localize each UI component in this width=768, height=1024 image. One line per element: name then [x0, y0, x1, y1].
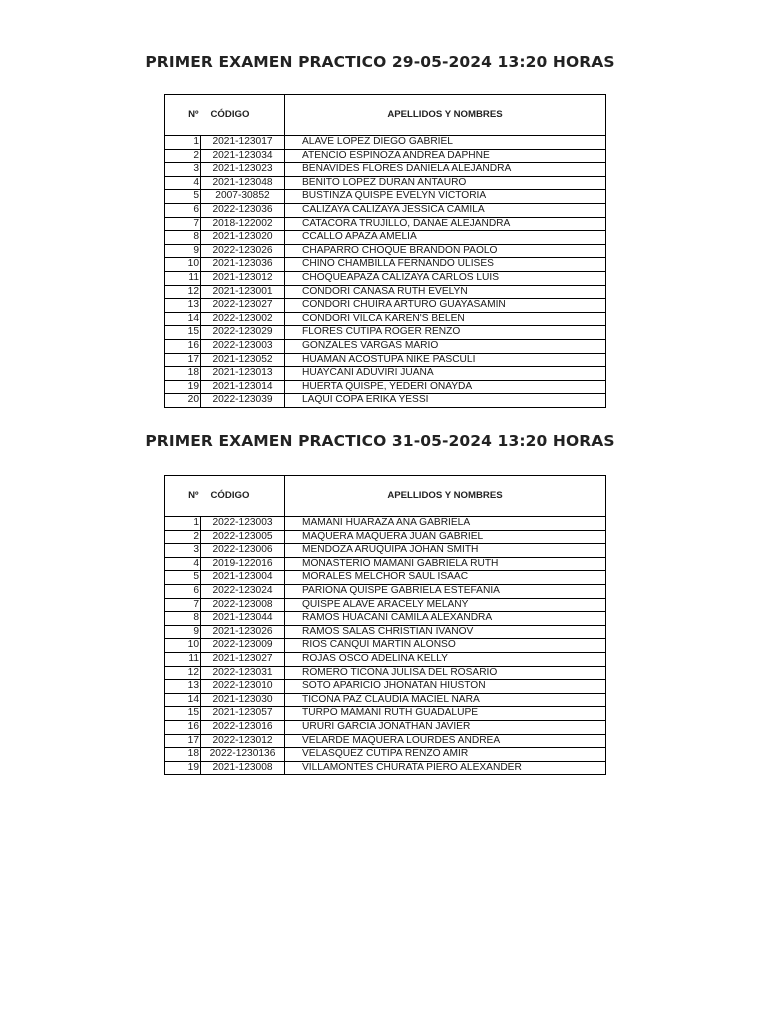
row-number: 2	[165, 530, 201, 544]
header-name: APELLIDOS Y NOMBRES	[285, 95, 606, 136]
table-row	[165, 312, 606, 326]
row-number: 14	[165, 312, 201, 326]
row-number: 18	[165, 367, 201, 381]
table-row	[165, 176, 606, 190]
student-code: 2022-123002	[201, 312, 285, 326]
student-name: ROMERO TICONA JULISA DEL ROSARIO	[285, 666, 606, 680]
student-code: 2007-30852	[201, 190, 285, 204]
row-number: 7	[165, 217, 201, 231]
header-number: Nº	[165, 95, 201, 136]
student-name: MORALES MELCHOR SAUL ISAAC	[285, 571, 606, 585]
student-code: 2021-123012	[201, 271, 285, 285]
student-code: 2022-123024	[201, 584, 285, 598]
student-roster-table	[164, 94, 606, 408]
row-number: 1	[165, 136, 201, 150]
student-name: CCALLO APAZA AMELIA	[285, 231, 606, 245]
student-name: CALIZAYA CALIZAYA JESSICA CAMILA	[285, 203, 606, 217]
table-row	[165, 299, 606, 313]
row-number: 12	[165, 285, 201, 299]
row-number: 18	[165, 748, 201, 762]
student-name: CHINO CHAMBILLA FERNANDO ULISES	[285, 258, 606, 272]
student-name: ALAVE LOPEZ DIEGO GABRIEL	[285, 136, 606, 150]
row-number: 8	[165, 612, 201, 626]
student-name: RAMOS SALAS CHRISTIAN IVANOV	[285, 625, 606, 639]
student-code: 2021-123014	[201, 380, 285, 394]
table-row	[165, 163, 606, 177]
student-roster-table	[164, 475, 606, 775]
table-row	[165, 652, 606, 666]
section-title: PRIMER EXAMEN PRACTICO 29-05-2024 13:20 HORAS	[145, 53, 615, 71]
table-row	[165, 517, 606, 531]
table-row	[165, 707, 606, 721]
row-number: 16	[165, 720, 201, 734]
table-row	[165, 394, 606, 408]
student-code: 2022-123031	[201, 666, 285, 680]
row-number: 15	[165, 707, 201, 721]
student-code: 2021-123027	[201, 652, 285, 666]
student-code: 2021-123048	[201, 176, 285, 190]
row-number: 1	[165, 517, 201, 531]
header-name: APELLIDOS Y NOMBRES	[285, 476, 606, 517]
row-number: 20	[165, 394, 201, 408]
table-header-row	[165, 476, 606, 517]
student-code: 2021-123057	[201, 707, 285, 721]
row-number: 13	[165, 299, 201, 313]
table-row	[165, 720, 606, 734]
student-name: CONDORI CANASA RUTH EVELYN	[285, 285, 606, 299]
row-number: 16	[165, 339, 201, 353]
student-code: 2021-123036	[201, 258, 285, 272]
row-number: 10	[165, 639, 201, 653]
student-code: 2022-123029	[201, 326, 285, 340]
student-name: QUISPE ALAVE ARACELY MELANY	[285, 598, 606, 612]
table-row	[165, 244, 606, 258]
student-name: BUSTINZA QUISPE EVELYN VICTORIA	[285, 190, 606, 204]
student-name: MAQUERA MAQUERA JUAN GABRIEL	[285, 530, 606, 544]
table-row	[165, 625, 606, 639]
student-code: 2021-123044	[201, 612, 285, 626]
row-number: 3	[165, 544, 201, 558]
row-number: 6	[165, 203, 201, 217]
student-code: 2021-123017	[201, 136, 285, 150]
row-number: 11	[165, 271, 201, 285]
table-row	[165, 326, 606, 340]
table-row	[165, 136, 606, 150]
student-name: FLORES CUTIPA ROGER RENZO	[285, 326, 606, 340]
student-name: VELASQUEZ CUTIPA RENZO AMIR	[285, 748, 606, 762]
table-row	[165, 258, 606, 272]
table-row	[165, 339, 606, 353]
table-row	[165, 271, 606, 285]
row-number: 19	[165, 380, 201, 394]
student-code: 2021-123004	[201, 571, 285, 585]
row-number: 6	[165, 584, 201, 598]
student-code: 2021-123026	[201, 625, 285, 639]
student-code: 2021-123034	[201, 149, 285, 163]
table-row	[165, 190, 606, 204]
student-name: RAMOS HUACANI CAMILA ALEXANDRA	[285, 612, 606, 626]
student-name: RIOS CANQUI MARTIN ALONSO	[285, 639, 606, 653]
table-row	[165, 285, 606, 299]
student-name: BENITO LOPEZ DURAN ANTAURO	[285, 176, 606, 190]
student-code: 2022-123003	[201, 517, 285, 531]
row-number: 3	[165, 163, 201, 177]
student-code: 2022-123026	[201, 244, 285, 258]
student-code: 2021-123008	[201, 761, 285, 775]
row-number: 15	[165, 326, 201, 340]
table-row	[165, 380, 606, 394]
student-code: 2021-123052	[201, 353, 285, 367]
row-number: 5	[165, 190, 201, 204]
row-number: 13	[165, 680, 201, 694]
student-code: 2022-123016	[201, 720, 285, 734]
table-row	[165, 530, 606, 544]
table-row	[165, 734, 606, 748]
student-name: MENDOZA ARUQUIPA JOHAN SMITH	[285, 544, 606, 558]
table-row	[165, 353, 606, 367]
student-code: 2022-123027	[201, 299, 285, 313]
table-row	[165, 612, 606, 626]
table-row	[165, 584, 606, 598]
row-number: 19	[165, 761, 201, 775]
student-code: 2018-122002	[201, 217, 285, 231]
student-code: 2021-123013	[201, 367, 285, 381]
row-number: 8	[165, 231, 201, 245]
table-row	[165, 231, 606, 245]
table-row	[165, 680, 606, 694]
student-name: CATACORA TRUJILLO, DANAE ALEJANDRA	[285, 217, 606, 231]
row-number: 9	[165, 244, 201, 258]
student-name: ATENCIO ESPINOZA ANDREA DAPHNE	[285, 149, 606, 163]
section-title: PRIMER EXAMEN PRACTICO 31-05-2024 13:20 HORAS	[145, 432, 615, 450]
table-row	[165, 666, 606, 680]
student-name: LAQUI COPA ERIKA YESSI	[285, 394, 606, 408]
table-row	[165, 367, 606, 381]
student-name: TURPO MAMANI RUTH GUADALUPE	[285, 707, 606, 721]
header-code: CÓDIGO	[201, 476, 285, 517]
header-number: Nº	[165, 476, 201, 517]
student-name: CHAPARRO CHOQUE BRANDON PAOLO	[285, 244, 606, 258]
table-row	[165, 761, 606, 775]
student-code: 2022-123006	[201, 544, 285, 558]
student-name: MONASTERIO MAMANI GABRIELA RUTH	[285, 557, 606, 571]
student-code: 2021-123001	[201, 285, 285, 299]
table-row	[165, 217, 606, 231]
student-code: 2022-1230136	[201, 748, 285, 762]
row-number: 10	[165, 258, 201, 272]
row-number: 4	[165, 557, 201, 571]
student-name: URURI GARCIA JONATHAN JAVIER	[285, 720, 606, 734]
student-name: VILLAMONTES CHURATA PIERO ALEXANDER	[285, 761, 606, 775]
row-number: 7	[165, 598, 201, 612]
student-name: HUERTA QUISPE, YEDERI ONAYDA	[285, 380, 606, 394]
row-number: 9	[165, 625, 201, 639]
row-number: 17	[165, 353, 201, 367]
table-row	[165, 544, 606, 558]
student-name: MAMANI HUARAZA ANA GABRIELA	[285, 517, 606, 531]
student-code: 2022-123036	[201, 203, 285, 217]
student-code: 2021-123020	[201, 231, 285, 245]
student-name: BENAVIDES FLORES DANIELA ALEJANDRA	[285, 163, 606, 177]
student-name: HUAMAN ACOSTUPA NIKE PASCULI	[285, 353, 606, 367]
student-name: GONZALES VARGAS MARIO	[285, 339, 606, 353]
student-code: 2022-123039	[201, 394, 285, 408]
student-code: 2022-123009	[201, 639, 285, 653]
row-number: 2	[165, 149, 201, 163]
table-row	[165, 203, 606, 217]
table-row	[165, 571, 606, 585]
student-code: 2021-123023	[201, 163, 285, 177]
row-number: 14	[165, 693, 201, 707]
student-code: 2022-123003	[201, 339, 285, 353]
student-name: PARIONA QUISPE GABRIELA ESTEFANIA	[285, 584, 606, 598]
table-row	[165, 748, 606, 762]
student-name: TICONA PAZ CLAUDIA MACIEL NARA	[285, 693, 606, 707]
student-code: 2022-123008	[201, 598, 285, 612]
student-code: 2019-122016	[201, 557, 285, 571]
student-name: CHOQUEAPAZA CALIZAYA CARLOS LUIS	[285, 271, 606, 285]
student-name: CONDORI CHUIRA ARTURO GUAYASAMIN	[285, 299, 606, 313]
table-header-row	[165, 95, 606, 136]
student-name: VELARDE MAQUERA LOURDES ANDREA	[285, 734, 606, 748]
student-name: HUAYCANI ADUVIRI JUANA	[285, 367, 606, 381]
table-row	[165, 598, 606, 612]
table-row	[165, 693, 606, 707]
student-code: 2022-123010	[201, 680, 285, 694]
table-row	[165, 557, 606, 571]
student-name: CONDORI VILCA KAREN'S BELEN	[285, 312, 606, 326]
header-code: CÓDIGO	[201, 95, 285, 136]
row-number: 5	[165, 571, 201, 585]
student-code: 2022-123012	[201, 734, 285, 748]
student-code: 2022-123005	[201, 530, 285, 544]
table-row	[165, 149, 606, 163]
row-number: 17	[165, 734, 201, 748]
row-number: 12	[165, 666, 201, 680]
table-row	[165, 639, 606, 653]
row-number: 4	[165, 176, 201, 190]
student-name: ROJAS OSCO ADELINA KELLY	[285, 652, 606, 666]
student-name: SOTO APARICIO JHONATAN HIUSTON	[285, 680, 606, 694]
student-code: 2021-123030	[201, 693, 285, 707]
row-number: 11	[165, 652, 201, 666]
